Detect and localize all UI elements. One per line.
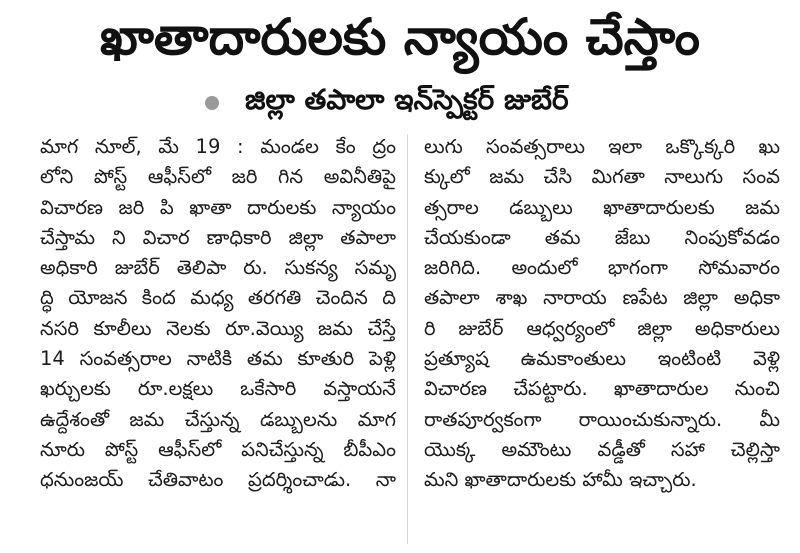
body-line: 14 సంవత్సరాల నాటికి తమ కూతురి పెళ్లి <box>40 347 396 371</box>
column-divider <box>407 134 408 544</box>
body-line: ఉద్దేశంతో జమ చేస్తున్న డబ్బులను మాగ <box>40 407 396 431</box>
body-line: రి జుబేర్ ఆధ్వర్యంలో జిల్లా అధికారులు <box>424 316 780 340</box>
body-line: లోని పోస్ట్ ఆఫీస్‌లో జరి గిన అవినీతిపై <box>40 165 396 189</box>
body-line: చేస్తామ ని విచార ణాధికారి జిల్లా తపాలా <box>40 225 396 249</box>
body-line: ప్రత్యూష ఉమకాంతులు ఇంటింటి వెళ్లి <box>424 347 780 371</box>
body-line: తపాలా శాఖ నారాయ ణపేట జిల్లా అధికా <box>424 286 780 310</box>
body-line: మాగ నూల్, మే 19 : మండల కేం ద్రం <box>40 135 396 158</box>
body-line: యొక్క అమౌంటు వడ్డీతో సహా చెల్లిస్తా <box>424 437 780 461</box>
subheadline: జిల్లా తపాలా ఇన్‌స్పెక్టర్ జుబేర్ <box>245 83 569 116</box>
body-line: విచారణ చేపట్టారు. ఖాతాదారుల నుంచి <box>424 377 780 401</box>
body-line: జరిగిది. అందులో భాగంగా సోమవారం <box>424 256 780 280</box>
bullet-icon <box>205 96 219 110</box>
body-line: క్కులో జమ చేసి మిగతా నాలుగు సంవ <box>424 165 780 189</box>
body-line: ఖర్చులకు రూ.లక్షలు ఒకేసారి వస్తాయనే <box>40 377 396 401</box>
body-line: త్సరాల డబ్బులు ఖాతాదారులకు జమ <box>424 195 780 219</box>
body-line: రాతపూర్వకంగా రాయించుకున్నారు. మీ <box>424 407 780 431</box>
body-line: మని ఖాతాదారులకు హామీ ఇచ్చారు. <box>424 468 697 492</box>
headline: ఖాతాదారులకు న్యాయం చేస్తాం <box>100 8 700 66</box>
right-column <box>424 132 780 496</box>
body-line: లుగు సంవత్సరాలు ఇలా ఒక్కొక్కరి ఖు <box>424 135 780 158</box>
body-line: ధనుంజయ్ చేతివాటం ప్రదర్శించాడు. నా <box>40 468 396 492</box>
body-line: నూరు పోస్ట్ ఆఫీస్‌లో పనిచేస్తున్న బీపీఎం <box>40 437 396 461</box>
subheadline-row <box>205 84 569 122</box>
body-line: ద్ధి యోజన కింద మధ్య తరగతి చెందిన ది <box>40 286 396 310</box>
body-line: అధికారి జుబేర్ తెలిపా రు. సుకన్య సమృ <box>40 256 396 280</box>
body-line: నసరి కూలీలు నెలకు రూ.వెయ్యి జమ చేస్తే <box>40 316 396 340</box>
body-line: చేయకుండా తమ జేబు నింపుకోవడం <box>424 225 780 249</box>
left-column <box>40 132 396 496</box>
body-line: విచారణ జరి పి ఖాతా దారులకు న్యాయం <box>40 195 396 219</box>
